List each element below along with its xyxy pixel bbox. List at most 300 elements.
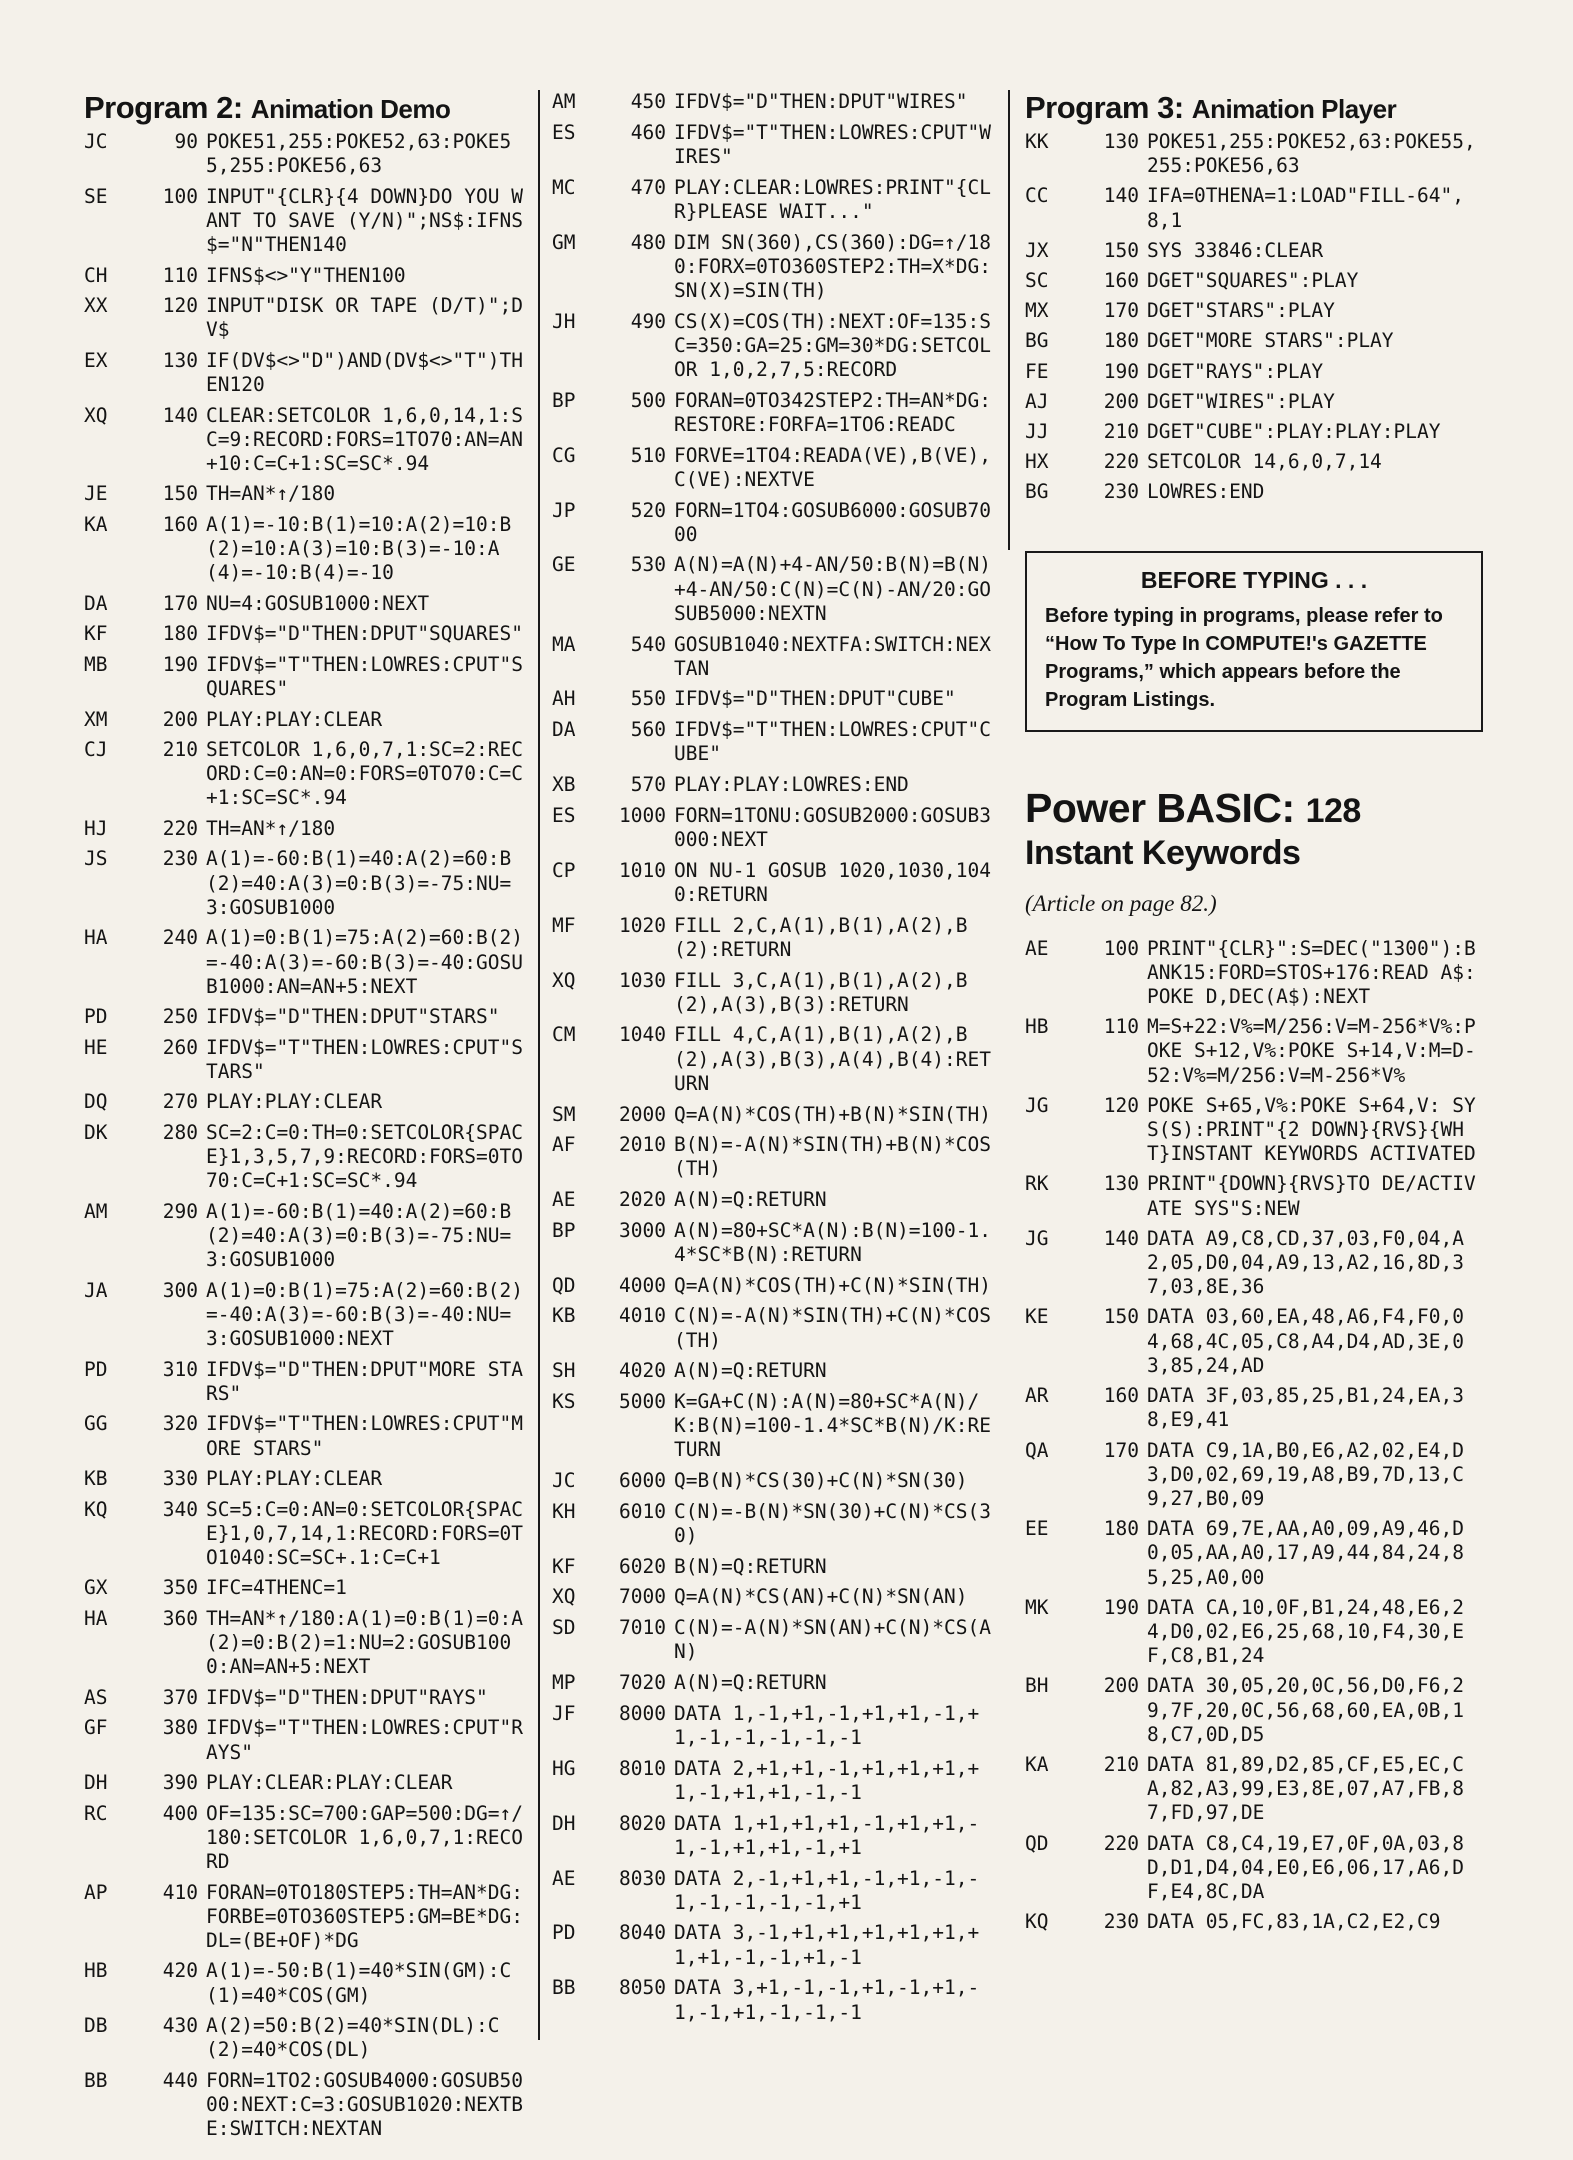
before-typing-body: Before typing in programs, please refer to “How To Type In COMPUTE!'s GAZETTE Programs,” which appears before the Program Listings. — [1045, 604, 1443, 711]
power-basic-article-note: (Article on page 82.) — [1025, 890, 1217, 916]
line-number: 170 — [162, 591, 198, 615]
code-line — [84, 1412, 534, 1460]
statement: FORN=1TONU:GOSUB2000:GOSUB3000:NEXT — [674, 803, 991, 851]
code-line — [84, 708, 534, 732]
line-number: 140 — [162, 403, 198, 427]
column-rule-left — [538, 90, 540, 2040]
line-number: 120 — [1103, 1093, 1139, 1117]
line-number: 3000 — [619, 1218, 666, 1242]
statement: FORN=1TO4:GOSUB6000:GOSUB7000 — [674, 498, 991, 546]
power-basic-number: 128 — [1305, 791, 1361, 830]
checksum-code: HE — [84, 1035, 108, 1059]
line-number: 220 — [162, 816, 198, 840]
line-number: 410 — [162, 1880, 198, 1904]
checksum-code: RK — [1025, 1172, 1049, 1196]
code-line — [552, 859, 992, 907]
statement: Q=A(N)*CS(AN)+C(N)*SN(AN) — [674, 1585, 968, 1609]
statement: SYS 33846:CLEAR — [1147, 238, 1324, 262]
code-line — [552, 687, 992, 711]
line-number: 230 — [1103, 480, 1139, 504]
code-line — [552, 310, 992, 383]
statement: IFC=4THENC=1 — [206, 1576, 347, 1600]
code-line — [84, 847, 534, 920]
checksum-code: GX — [84, 1576, 108, 1600]
checksum-code: JG — [1025, 1093, 1049, 1117]
program-3-title: Animation Player — [1191, 94, 1397, 124]
line-number: 300 — [162, 1278, 198, 1302]
power-basic-heading — [1025, 786, 1480, 833]
checksum-code: AH — [552, 687, 576, 711]
line-number: 5000 — [619, 1390, 666, 1414]
line-number: 100 — [1103, 936, 1139, 960]
statement: POKE51,255:POKE52,63:POKE55,255:POKE56,63 — [206, 130, 512, 178]
code-line — [84, 1881, 534, 1954]
code-line — [84, 1498, 534, 1571]
checksum-code: GM — [552, 230, 576, 254]
checksum-code: KB — [84, 1467, 108, 1491]
line-number: 570 — [630, 773, 666, 797]
checksum-code: GF — [84, 1716, 108, 1740]
line-number: 540 — [630, 632, 666, 656]
line-number: 150 — [162, 482, 198, 506]
checksum-code: GE — [552, 553, 576, 577]
statement: IFDV$="T"THEN:LOWRES:CPUT"RAYS" — [206, 1716, 523, 1764]
code-line — [552, 389, 992, 437]
line-number: 430 — [162, 2014, 198, 2038]
statement: INPUT"DISK OR TAPE (D/T)";DV$ — [206, 294, 523, 342]
checksum-code: DB — [84, 2014, 108, 2038]
line-number: 170 — [1103, 1438, 1139, 1462]
code-line — [552, 1274, 992, 1298]
checksum-code: KH — [552, 1499, 576, 1523]
checksum-code: HJ — [84, 816, 108, 840]
code-line — [552, 1921, 992, 1969]
line-number: 290 — [162, 1199, 198, 1223]
checksum-code: BB — [84, 2068, 108, 2092]
code-line — [1025, 1674, 1480, 1747]
checksum-code: SD — [552, 1616, 576, 1640]
statement: A(1)=0:B(1)=75:A(2)=60:B(2)=-40:A(3)=-60:B(3)=-40:NU=3:GOSUB1000:NEXT — [206, 1278, 523, 1351]
statement: Q=B(N)*CS(30)+C(N)*SN(30) — [674, 1469, 968, 1493]
checksum-code: BG — [1025, 480, 1049, 504]
code-line — [84, 513, 534, 586]
statement: FILL 2,C,A(1),B(1),A(2),B(2):RETURN — [674, 913, 968, 961]
checksum-code: XQ — [552, 968, 576, 992]
statement: IFDV$="D"THEN:DPUT"RAYS" — [206, 1685, 488, 1709]
checksum-code: EX — [84, 348, 108, 372]
line-number: 220 — [1103, 450, 1139, 474]
checksum-code: JC — [552, 1469, 576, 1493]
checksum-code: AM — [84, 1199, 108, 1223]
statement: DATA 1,-1,+1,-1,+1,+1,-1,+1,-1,-1,-1,-1,-1 — [674, 1701, 980, 1749]
line-number: 310 — [162, 1357, 198, 1381]
line-number: 1020 — [619, 913, 666, 937]
line-number: 6010 — [619, 1499, 666, 1523]
checksum-code: HX — [1025, 450, 1049, 474]
line-number: 210 — [1103, 420, 1139, 444]
code-line — [1025, 420, 1480, 444]
statement: POKE S+65,V%:POKE S+64,V: SYS(S):PRINT"{2 DOWN}{RVS}{WHT}INSTANT KEYWORDS ACTIVATED — [1147, 1093, 1476, 1166]
checksum-code: BP — [552, 1218, 576, 1242]
checksum-code: HB — [1025, 1015, 1049, 1039]
statement: PRINT"{DOWN}{RVS}TO DE/ACTIVATE SYS"S:NEW — [1147, 1172, 1476, 1220]
code-line — [84, 482, 534, 506]
line-number: 120 — [162, 294, 198, 318]
line-number: 8020 — [619, 1811, 666, 1835]
statement: GOSUB1040:NEXTFA:SWITCH:NEXTAN — [674, 632, 991, 680]
code-line — [84, 294, 534, 342]
code-line — [1025, 269, 1480, 293]
line-number: 210 — [162, 738, 198, 762]
line-number: 2010 — [619, 1133, 666, 1157]
code-line — [552, 1103, 992, 1127]
statement: A(N)=Q:RETURN — [674, 1671, 827, 1695]
checksum-code: QD — [552, 1273, 576, 1297]
line-number: 150 — [1103, 238, 1139, 262]
line-number: 6020 — [619, 1554, 666, 1578]
line-number: 130 — [162, 348, 198, 372]
line-number: 1030 — [619, 968, 666, 992]
code-line — [84, 1716, 534, 1764]
line-number: 490 — [630, 309, 666, 333]
code-line — [552, 231, 992, 304]
line-number: 450 — [630, 90, 666, 113]
checksum-code: AJ — [1025, 389, 1049, 413]
before-typing-title: BEFORE TYPING . . . — [1140, 566, 1368, 593]
statement: DGET"SQUARES":PLAY — [1147, 269, 1359, 293]
checksum-code: RC — [84, 1801, 108, 1825]
statement: DATA 3F,03,85,25,B1,24,EA,38,E9,41 — [1147, 1384, 1464, 1432]
line-number: 6000 — [619, 1469, 666, 1493]
checksum-code: JF — [552, 1701, 576, 1725]
line-number: 8000 — [619, 1701, 666, 1725]
statement: K=GA+C(N):A(N)=80+SC*A(N)/K:B(N)=100-1.4*SC*B(N)/K:RETURN — [674, 1390, 991, 1462]
line-number: 190 — [1103, 1595, 1139, 1619]
line-number: 440 — [162, 2068, 198, 2092]
checksum-code: KE — [1025, 1305, 1049, 1329]
checksum-code: ES — [552, 120, 576, 144]
power-basic-subtitle: Instant Keywords — [1025, 833, 1301, 872]
line-number: 420 — [162, 1959, 198, 1983]
statement: A(N)=Q:RETURN — [674, 1188, 827, 1212]
code-line — [552, 1671, 992, 1695]
line-number: 260 — [162, 1035, 198, 1059]
line-number: 230 — [162, 847, 198, 871]
line-number: 8040 — [619, 1921, 666, 1945]
statement: IFDV$="T"THEN:LOWRES:CPUT"MORE STARS" — [206, 1412, 523, 1460]
code-line — [1025, 480, 1480, 504]
code-line — [1025, 1439, 1480, 1512]
code-line — [552, 1976, 992, 2024]
checksum-code: KQ — [1025, 1910, 1049, 1934]
checksum-code: XX — [84, 294, 108, 318]
line-number: 220 — [1103, 1831, 1139, 1855]
statement: DATA 69,7E,AA,A0,09,A9,46,D0,05,AA,A0,17,A9,44,84,24,85,25,A0,00 — [1147, 1517, 1464, 1589]
checksum-code: KS — [552, 1390, 576, 1414]
checksum-code: MB — [84, 652, 108, 676]
checksum-code: QD — [1025, 1831, 1049, 1855]
statement: C(N)=-A(N)*SIN(TH)+C(N)*COS(TH) — [674, 1304, 991, 1352]
code-line — [552, 1867, 992, 1915]
line-number: 180 — [1103, 1517, 1139, 1541]
code-line — [1025, 1015, 1480, 1088]
code-line — [552, 1390, 992, 1463]
statement: DATA A9,C8,CD,37,03,F0,04,A2,05,D0,04,A9,13,A2,16,8D,37,03,8E,36 — [1147, 1226, 1464, 1299]
code-line — [552, 1133, 992, 1181]
checksum-code: AE — [552, 1866, 576, 1890]
checksum-code: CH — [84, 263, 108, 287]
program-2-label: Program 2: — [84, 90, 243, 125]
checksum-code: GG — [84, 1412, 108, 1436]
statement: PRINT"{CLR}":S=DEC("1300"):BANK15:FORD=STOS+176:READ A$:POKE D,DEC(A$):NEXT — [1147, 936, 1476, 1009]
checksum-code: SH — [552, 1359, 576, 1383]
checksum-code: MF — [552, 913, 576, 937]
line-number: 550 — [630, 687, 666, 711]
statement: CS(X)=COS(TH):NEXT:OF=135:SC=350:GA=25:GM=30*DG:SETCOLOR 1,0,2,7,5:RECORD — [674, 309, 991, 382]
statement: IFDV$="D"THEN:DPUT"CUBE" — [674, 687, 956, 711]
line-number: 510 — [630, 443, 666, 467]
program-2-column-1 — [84, 90, 534, 2148]
checksum-code: FE — [1025, 359, 1049, 383]
code-line — [1025, 329, 1480, 353]
statement: DATA 30,05,20,0C,56,D0,F6,29,7F,20,0C,56,68,60,EA,0B,18,C7,0D,D5 — [1147, 1674, 1464, 1746]
statement: TH=AN*↑/180 — [206, 816, 336, 840]
code-line — [1025, 1384, 1480, 1432]
statement: SETCOLOR 14,6,0,7,14 — [1147, 450, 1382, 474]
statement: IFDV$="D"THEN:DPUT"WIRES" — [674, 90, 968, 113]
line-number: 200 — [1103, 389, 1139, 413]
code-line — [1025, 299, 1480, 323]
statement: TH=AN*↑/180 — [206, 482, 336, 506]
code-line — [552, 773, 992, 797]
checksum-code: AE — [1025, 936, 1049, 960]
checksum-code: AS — [84, 1685, 108, 1709]
checksum-code: JG — [1025, 1226, 1049, 1250]
checksum-code: JE — [84, 482, 108, 506]
line-number: 500 — [630, 388, 666, 412]
checksum-code: PD — [552, 1921, 576, 1945]
checksum-code: KB — [552, 1304, 576, 1328]
checksum-code: HA — [84, 926, 108, 950]
code-line — [84, 349, 534, 397]
line-number: 4010 — [619, 1304, 666, 1328]
line-number: 2020 — [619, 1188, 666, 1212]
code-line — [552, 1188, 992, 1212]
statement: DATA 3,-1,+1,+1,+1,+1,+1,+1,+1,-1,-1,+1,-1 — [674, 1921, 980, 1969]
checksum-code: BB — [552, 1976, 576, 2000]
code-line — [84, 1036, 534, 1084]
line-number: 520 — [630, 498, 666, 522]
line-number: 150 — [1103, 1305, 1139, 1329]
code-line — [1025, 184, 1480, 232]
statement: Q=A(N)*COS(TH)+B(N)*SIN(TH) — [674, 1102, 991, 1126]
statement: DGET"WIRES":PLAY — [1147, 389, 1335, 413]
statement: A(2)=50:B(2)=40*SIN(DL):C(2)=40*COS(DL) — [206, 2014, 500, 2062]
checksum-code: HG — [552, 1756, 576, 1780]
checksum-code: KQ — [84, 1497, 108, 1521]
statement: FILL 4,C,A(1),B(1),A(2),B(2),A(3),B(3),A(4),B(4):RETURN — [674, 1023, 991, 1095]
code-line — [84, 1686, 534, 1710]
code-line — [1025, 1094, 1480, 1167]
code-line — [84, 2069, 534, 2142]
code-line — [552, 718, 992, 766]
statement: FORN=1TO2:GOSUB4000:GOSUB5000:NEXT:C=3:GOSUB1020:NEXTBE:SWITCH:NEXTAN — [206, 2068, 523, 2141]
statement: PLAY:CLEAR:PLAY:CLEAR — [206, 1771, 453, 1795]
line-number: 180 — [162, 622, 198, 646]
line-number: 270 — [162, 1090, 198, 1114]
checksum-code: JH — [552, 309, 576, 333]
code-line — [84, 1358, 534, 1406]
code-line — [552, 914, 992, 962]
checksum-code: KF — [552, 1554, 576, 1578]
code-line — [552, 633, 992, 681]
statement: IF(DV$<>"D")AND(DV$<>"T")THEN120 — [206, 348, 523, 397]
line-number: 480 — [630, 230, 666, 254]
code-line — [1025, 390, 1480, 414]
line-number: 130 — [1103, 1172, 1139, 1196]
statement: CLEAR:SETCOLOR 1,6,0,14,1:SC=9:RECORD:FORS=1TO70:AN=AN+10:C=C+1:SC=SC*.94 — [206, 403, 523, 475]
checksum-code: JC — [84, 130, 108, 153]
line-number: 400 — [162, 1801, 198, 1825]
statement: INPUT"{CLR}{4 DOWN}DO YOU WANT TO SAVE (Y/N)";NS$:IFNS$="N"THEN140 — [206, 184, 523, 257]
checksum-code: CC — [1025, 184, 1049, 208]
code-line — [552, 176, 992, 224]
code-line — [84, 130, 534, 178]
statement: Q=A(N)*COS(TH)+C(N)*SIN(TH) — [674, 1273, 991, 1297]
code-line — [84, 1200, 534, 1273]
statement: M=S+22:V%=M/256:V=M-256*V%:POKE S+12,V%:POKE S+14,V:M=D-52:V%=M/256:V=M-256*V% — [1147, 1015, 1476, 1087]
checksum-code: BG — [1025, 329, 1049, 353]
line-number: 180 — [1103, 329, 1139, 353]
statement: DATA 1,+1,+1,+1,-1,+1,+1,-1,-1,+1,+1,-1,+1 — [674, 1811, 980, 1859]
statement: PLAY:PLAY:CLEAR — [206, 707, 383, 731]
line-number: 320 — [162, 1412, 198, 1436]
code-line — [552, 1219, 992, 1267]
line-number: 160 — [162, 512, 198, 536]
code-line — [552, 1812, 992, 1860]
statement: PLAY:CLEAR:LOWRES:PRINT"{CLR}PLEASE WAIT..." — [674, 175, 991, 223]
code-line — [1025, 450, 1480, 474]
code-line — [84, 817, 534, 841]
code-line — [84, 653, 534, 701]
checksum-code: KK — [1025, 130, 1049, 153]
before-typing-box — [1025, 551, 1483, 732]
statement: DATA 2,+1,+1,-1,+1,+1,+1,+1,-1,+1,+1,-1,-1 — [674, 1756, 980, 1804]
line-number: 110 — [162, 263, 198, 287]
checksum-code: DQ — [84, 1090, 108, 1114]
checksum-code: ES — [552, 803, 576, 827]
checksum-code: BH — [1025, 1674, 1049, 1698]
statement: DATA C9,1A,B0,E6,A2,02,E4,D3,D0,02,69,19,A8,B9,7D,13,C9,27,B0,09 — [1147, 1438, 1464, 1510]
code-line — [552, 499, 992, 547]
program-2-heading — [84, 90, 534, 126]
line-number: 100 — [162, 184, 198, 208]
code-line — [1025, 937, 1480, 1010]
code-line — [1025, 1305, 1480, 1378]
program-2-listing-part-1 — [84, 130, 534, 2141]
statement: A(N)=A(N)+4-AN/50:B(N)=B(N)+4-AN/50:C(N)=C(N)-AN/20:GOSUB5000:NEXTN — [674, 553, 991, 625]
statement: FILL 3,C,A(1),B(1),A(2),B(2),A(3),B(3):RETURN — [674, 968, 968, 1016]
statement: ON NU-1 GOSUB 1020,1030,1040:RETURN — [674, 858, 991, 906]
line-number: 280 — [162, 1120, 198, 1144]
code-line — [552, 553, 992, 626]
line-number: 470 — [630, 175, 666, 199]
code-line — [84, 926, 534, 999]
checksum-code: XM — [84, 707, 108, 731]
code-line — [1025, 1227, 1480, 1300]
line-number: 8050 — [619, 1976, 666, 2000]
code-line — [84, 592, 534, 616]
checksum-code: MX — [1025, 299, 1049, 323]
checksum-code: CJ — [84, 738, 108, 762]
line-number: 170 — [1103, 299, 1139, 323]
code-line — [84, 622, 534, 646]
checksum-code: XQ — [552, 1585, 576, 1609]
statement: C(N)=-A(N)*SN(AN)+C(N)*CS(AN) — [674, 1616, 991, 1664]
code-line — [84, 1121, 534, 1194]
line-number: 130 — [1103, 130, 1139, 153]
checksum-code: HA — [84, 1606, 108, 1630]
statement: SC=5:C=0:AN=0:SETCOLOR{SPACE}1,0,7,14,1:RECORD:FORS=0TO1040:SC=SC+.1:C=C+1 — [206, 1497, 523, 1569]
statement: DATA 05,FC,83,1A,C2,E2,C9 — [1147, 1910, 1441, 1934]
line-number: 8010 — [619, 1756, 666, 1780]
program-2-title: Animation Demo — [250, 94, 451, 124]
statement: SETCOLOR 1,6,0,7,1:SC=2:RECORD:C=0:AN=0:FORS=0TO70:C=C+1:SC=SC*.94 — [206, 738, 523, 810]
checksum-code: AM — [552, 90, 576, 113]
statement: NU=4:GOSUB1000:NEXT — [206, 591, 430, 615]
line-number: 160 — [1103, 1384, 1139, 1408]
checksum-code: AF — [552, 1133, 576, 1157]
statement: IFDV$="D"THEN:DPUT"SQUARES" — [206, 622, 523, 646]
checksum-code: EE — [1025, 1517, 1049, 1541]
line-number: 390 — [162, 1771, 198, 1795]
column-rule-right — [1008, 90, 1010, 550]
code-line — [1025, 130, 1480, 178]
code-line — [552, 1702, 992, 1750]
line-number: 530 — [630, 553, 666, 577]
line-number: 460 — [630, 120, 666, 144]
checksum-code: CG — [552, 443, 576, 467]
code-line — [84, 2014, 534, 2062]
checksum-code: KF — [84, 622, 108, 646]
checksum-code: MC — [552, 175, 576, 199]
line-number: 160 — [1103, 269, 1139, 293]
statement: DGET"MORE STARS":PLAY — [1147, 329, 1394, 353]
code-line — [552, 969, 992, 1017]
code-line — [552, 804, 992, 852]
checksum-code: JS — [84, 847, 108, 871]
program-3-listing — [1025, 130, 1480, 505]
line-number: 240 — [162, 926, 198, 950]
program-2-listing-part-2 — [552, 90, 992, 2025]
checksum-code: JP — [552, 498, 576, 522]
checksum-code: MP — [552, 1671, 576, 1695]
code-line — [1025, 360, 1480, 384]
program-3-heading — [1025, 90, 1480, 126]
checksum-code: DH — [84, 1771, 108, 1795]
statement: FORAN=0TO180STEP5:TH=AN*DG:FORBE=0TO360STEP5:GM=BE*DG:DL=(BE+OF)*DG — [206, 1880, 523, 1952]
statement: IFDV$="T"THEN:LOWRES:CPUT"STARS" — [206, 1035, 523, 1083]
statement: IFDV$="T"THEN:LOWRES:CPUT"WIRES" — [674, 120, 991, 168]
statement: LOWRES:END — [1147, 480, 1265, 504]
line-number: 560 — [630, 718, 666, 742]
statement: DATA 2,-1,+1,+1,-1,+1,-1,-1,-1,-1,-1,-1,+1 — [674, 1866, 980, 1914]
line-number: 110 — [1103, 1015, 1139, 1039]
statement: TH=AN*↑/180:A(1)=0:B(1)=0:A(2)=0:B(2)=1:NU=2:GOSUB1000:AN=AN+5:NEXT — [206, 1606, 523, 1679]
checksum-code: SE — [84, 184, 108, 208]
statement: IFDV$="D"THEN:DPUT"MORE STARS" — [206, 1357, 523, 1405]
code-line — [84, 1467, 534, 1491]
